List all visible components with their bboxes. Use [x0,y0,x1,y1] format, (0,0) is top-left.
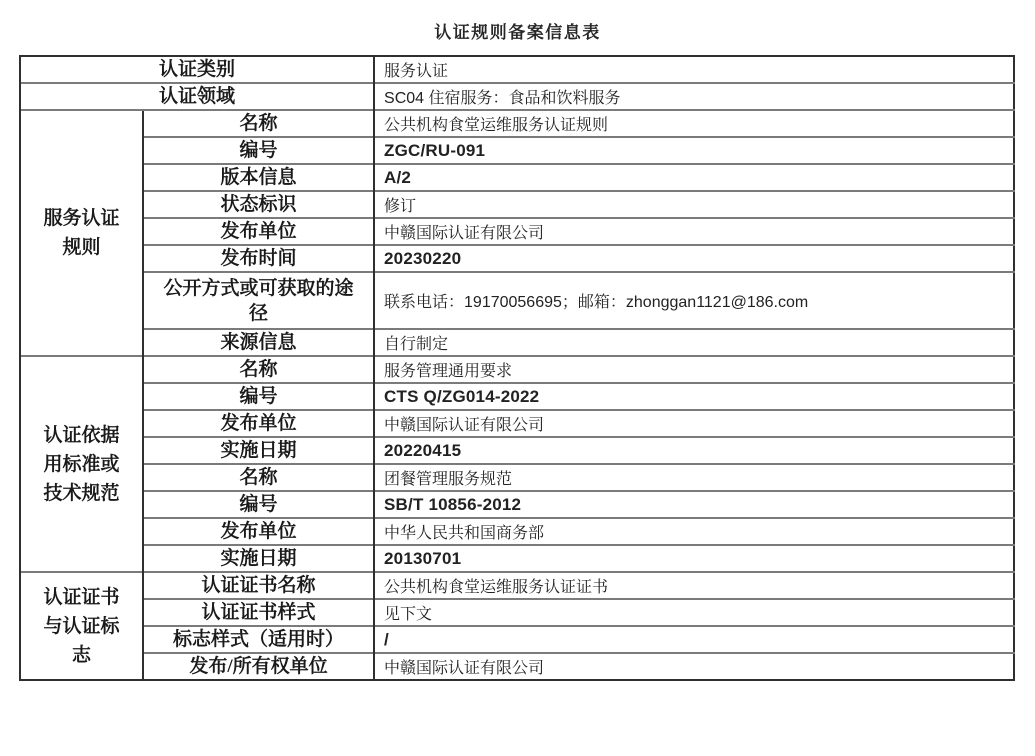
field-label-cell: 认证证书名称 [143,572,374,599]
field-value-cell: ZGC/RU-091 [374,137,1014,164]
field-label-cell: 公开方式或可获取的途径 [143,272,374,329]
field-value-cell: 中赣国际认证有限公司 [374,410,1014,437]
field-value-cell: 服务管理通用要求 [374,356,1014,383]
table-row [20,218,1014,245]
table-row [20,164,1014,191]
table-row [20,491,1014,518]
table-row [20,272,1014,329]
table-row [20,626,1014,653]
field-value-cell: 20220415 [374,437,1014,464]
field-value-cell: 中赣国际认证有限公司 [374,218,1014,245]
field-value-cell: 公共机构食堂运维服务认证证书 [374,572,1014,599]
table-row [20,245,1014,272]
field-label-cell: 编号 [143,137,374,164]
field-label-cell: 发布单位 [143,218,374,245]
table-row [20,356,1014,383]
field-value-cell: A/2 [374,164,1014,191]
field-label-cell: 名称 [143,464,374,491]
field-label-cell: 来源信息 [143,329,374,356]
field-label-cell: 发布单位 [143,518,374,545]
table-row [20,599,1014,626]
field-label-cell: 标志样式（适用时） [143,626,374,653]
field-label-cell: 编号 [143,491,374,518]
field-value-cell: / [374,626,1014,653]
field-value-cell: 20130701 [374,545,1014,572]
field-label-cell: 名称 [143,110,374,137]
filing-info-table [19,55,1015,681]
group-cell: 认证依据用标准或技术规范 [20,356,143,572]
field-value-cell: 公共机构食堂运维服务认证规则 [374,110,1014,137]
table-row [20,410,1014,437]
field-value-cell: 中华人民共和国商务部 [374,518,1014,545]
table-row [20,653,1014,680]
field-value-cell: SB/T 10856-2012 [374,491,1014,518]
field-value-cell: 修订 [374,191,1014,218]
table-row [20,437,1014,464]
field-label-cell: 发布/所有权单位 [143,653,374,680]
field-value-cell: 联系电话：19170056695；邮箱：zhonggan1121@186.com [374,272,1014,329]
table-row [20,383,1014,410]
field-label-cell: 状态标识 [143,191,374,218]
page-title: 认证规则备案信息表 [434,23,601,42]
field-value-cell: 服务认证 [374,56,1014,83]
field-label-cell: 实施日期 [143,545,374,572]
field-value-cell: 自行制定 [374,329,1014,356]
table-row [20,191,1014,218]
field-label-cell: 名称 [143,356,374,383]
field-label-cell: 认证证书样式 [143,599,374,626]
field-label-cell: 发布时间 [143,245,374,272]
field-label-cell: 实施日期 [143,437,374,464]
field-value-cell: 见下文 [374,599,1014,626]
table-row [20,137,1014,164]
field-value-cell: SC04 住宿服务：食品和饮料服务 [374,83,1014,110]
table-row [20,110,1014,137]
field-label-cell: 认证类别 [20,56,374,83]
field-value-cell: CTS Q/ZG014-2022 [374,383,1014,410]
field-value-cell: 20230220 [374,245,1014,272]
table-row [20,572,1014,599]
group-cell: 服务认证规则 [20,110,143,356]
table-row [20,518,1014,545]
table-row [20,464,1014,491]
field-value-cell: 团餐管理服务规范 [374,464,1014,491]
field-label-cell: 认证领域 [20,83,374,110]
table-row [20,56,1014,83]
field-label-cell: 版本信息 [143,164,374,191]
table-row [20,83,1014,110]
field-value-cell: 中赣国际认证有限公司 [374,653,1014,680]
table-row [20,545,1014,572]
group-cell: 认证证书与认证标志 [20,572,143,680]
table-row [20,329,1014,356]
field-label-cell: 编号 [143,383,374,410]
field-label-cell: 发布单位 [143,410,374,437]
